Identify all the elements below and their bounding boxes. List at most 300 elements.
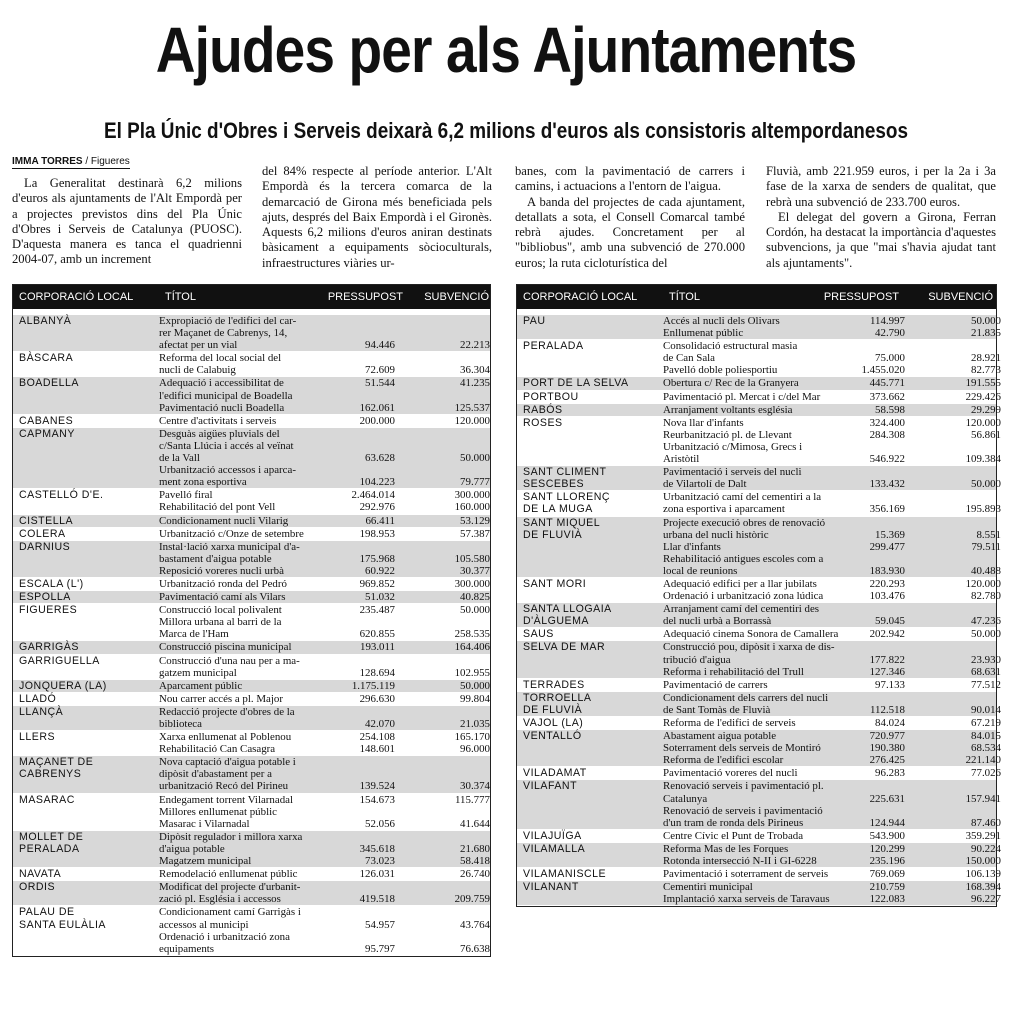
title-cell — [663, 491, 835, 515]
title-cell-line: Enllumenat públic — [663, 327, 744, 340]
table-row — [517, 678, 1001, 692]
grant-cell-line: 50.000 — [971, 628, 1001, 641]
grant-cell-line: 50.000 — [460, 604, 490, 617]
budget-cell-line: 175.968 — [359, 552, 395, 565]
title-cell — [159, 680, 325, 692]
corporation-cell-line: VAJOL (LA) — [523, 717, 584, 729]
table-row — [517, 577, 1001, 603]
grant-cell — [395, 515, 490, 527]
title-cell-line: d'un tram de ronda dels Pirineus — [663, 816, 804, 829]
corporation-cell-line: PERALADA — [523, 340, 584, 353]
table-row — [517, 603, 1001, 628]
grant-cell-line: 102.955 — [454, 666, 490, 679]
grant-cell — [905, 517, 1001, 577]
corporation-cell-line: LLANÇÀ — [19, 705, 64, 718]
budget-cell-line: 543.900 — [869, 829, 905, 842]
title-cell-line: Reforma de l'edifici de serveis — [663, 717, 796, 729]
corporation-cell-line: CAPMANY — [19, 427, 75, 440]
title-cell-line: Condicionament nucli Vilarig — [159, 514, 289, 527]
budget-cell — [325, 315, 395, 351]
header-budget: PRESSUPOST — [823, 291, 899, 303]
title-cell-line: biblioteca — [159, 718, 202, 730]
grant-cell — [905, 340, 1001, 376]
budget-cell-line: 299.477 — [869, 540, 905, 553]
grant-cell-line: 82.780 — [971, 590, 1001, 603]
grant-cell-line — [395, 931, 490, 943]
budget-cell-line: 235.487 — [359, 604, 395, 617]
title-cell-line: urbanització Recó del Pirineu — [159, 780, 289, 793]
budget-cell-line: 42.070 — [365, 718, 395, 730]
corporation-cell-line: PALAU DE — [19, 906, 75, 919]
corporation-cell-line: DE LA MUGA — [523, 503, 593, 516]
budget-cell-line: 1.175.119 — [351, 679, 395, 692]
corporation-cell-line: LLERS — [19, 731, 56, 744]
title-cell-line: Pavelló firal — [159, 489, 213, 502]
corporation-cell — [13, 655, 159, 679]
budget-cell-line: 59.045 — [875, 615, 905, 628]
title-cell — [663, 417, 835, 465]
budget-cell — [835, 679, 905, 691]
article-column-1 — [12, 176, 242, 268]
table-row — [13, 693, 490, 706]
budget-cell — [835, 603, 905, 627]
grant-cell-line: 26.740 — [460, 868, 490, 881]
grant-cell-line — [905, 805, 1001, 817]
budget-cell — [835, 315, 905, 339]
corporation-cell — [517, 881, 663, 905]
grant-cell — [395, 868, 490, 880]
table-row — [517, 403, 1001, 417]
corporation-cell-line: ROSES — [523, 416, 563, 429]
title-cell — [663, 780, 835, 828]
grant-cell-line: 21.035 — [460, 718, 490, 730]
article-paragraph: A banda del projectes de cada ajuntament, detallats a sota, el Consell Comarcal també rebrà ajudes. Concretament per al "bibliobus", amb una subvenció de 270.000 euros; la ruta cicloturística del — [515, 194, 745, 270]
budget-cell-line: 235.196 — [869, 855, 905, 868]
title-cell — [159, 794, 325, 830]
grant-cell-line — [905, 553, 1001, 565]
budget-cell — [325, 906, 395, 954]
article-column-3 — [515, 164, 745, 271]
grant-cell — [395, 680, 490, 692]
header-grant: SUBVENCIÓ — [928, 291, 993, 303]
corporation-cell — [517, 578, 663, 602]
table-row — [13, 641, 490, 654]
budget-cell-line: 139.524 — [359, 780, 395, 793]
budget-cell-line: 42.790 — [875, 327, 905, 340]
title-cell — [663, 628, 839, 641]
title-cell-line: Rehabilitació del pont Vell — [159, 501, 276, 514]
grant-cell-line: 79.777 — [460, 476, 490, 489]
corporation-cell-line: VILAFANT — [523, 780, 578, 793]
corporation-cell-line: VILAMANISCLE — [523, 868, 607, 881]
grant-cell-line: 120.000 — [965, 577, 1001, 590]
table-row — [13, 315, 490, 352]
grant-cell-line: 77.026 — [971, 767, 1001, 780]
corporation-cell — [13, 604, 159, 640]
corporation-cell — [13, 906, 159, 954]
budget-cell — [835, 881, 905, 905]
title-cell-line: Adequació i accessibilitat de — [159, 377, 284, 390]
budget-cell — [835, 517, 905, 577]
corporation-cell — [517, 391, 663, 403]
title-cell — [159, 489, 325, 513]
table-row — [517, 491, 1001, 516]
corporation-cell-line: ALBANYÀ — [19, 315, 72, 327]
grant-cell — [905, 391, 1001, 403]
grant-cell — [905, 830, 1001, 842]
corporation-cell — [13, 641, 159, 653]
budget-cell-line: 190.380 — [869, 742, 905, 755]
corporation-cell — [517, 641, 663, 677]
title-cell-line: Condicionament dels carrers del nucli — [663, 691, 829, 704]
grant-cell — [395, 731, 490, 755]
table-row — [13, 831, 490, 868]
title-cell-line: Expropiació de l'edifici del car- — [159, 315, 297, 327]
title-cell-line: Condicionament camí Garrigàs i — [159, 906, 301, 919]
grant-cell-line: 29.299 — [971, 403, 1001, 416]
title-cell — [159, 515, 325, 527]
budget-cell-line: 210.759 — [869, 881, 905, 894]
budget-cell — [325, 881, 395, 905]
title-cell — [663, 843, 835, 867]
corporation-cell — [517, 377, 663, 389]
corporation-cell — [517, 679, 663, 691]
corporation-cell-line: CISTELLA — [19, 514, 74, 527]
budget-cell — [325, 731, 395, 755]
table-row — [517, 377, 1001, 390]
title-cell-line: Pavimentació voreres del nucli — [663, 767, 798, 780]
grant-cell-line: 120.000 — [965, 416, 1001, 429]
title-cell — [159, 655, 325, 679]
corporation-cell-line: VILAJUÏGA — [523, 829, 582, 842]
budget-cell-line: 254.108 — [359, 731, 395, 744]
title-cell-line: Construcció piscina municipal — [159, 641, 292, 654]
table-row — [517, 628, 1001, 641]
title-cell-line: Ordenació i urbanització zona lúdica — [663, 590, 824, 603]
title-cell — [159, 315, 325, 351]
grant-cell — [905, 603, 1001, 627]
budget-cell-line: 345.618 — [359, 842, 395, 855]
grant-cell-line: 53.129 — [460, 514, 490, 527]
title-cell-line: Projecte execució obres de renovació — [663, 516, 826, 529]
title-cell-line: Reposició voreres nucli urbà — [159, 564, 284, 577]
corporation-cell-line: PORTBOU — [523, 390, 579, 403]
budget-cell-line: 126.031 — [359, 868, 395, 881]
table-row — [13, 352, 490, 377]
budget-cell-line: 969.852 — [359, 577, 395, 590]
title-cell-line: Centre d'activitats i serveis — [159, 414, 277, 427]
budget-cell-line: 122.083 — [869, 893, 905, 906]
budget-cell-line: 284.308 — [869, 428, 905, 441]
grant-cell-line — [905, 441, 1001, 453]
corporation-cell-line: MAÇANET DE — [19, 756, 94, 769]
article-paragraph: banes, com la pavimentació de carrers i camins, i actuacions a l'entorn de l'aigua. — [515, 164, 745, 194]
table-row — [13, 731, 490, 756]
grant-cell — [905, 377, 1001, 389]
budget-cell-line: 66.411 — [365, 514, 395, 527]
table-row — [13, 428, 490, 489]
budget-cell-line: 73.023 — [365, 855, 395, 868]
corporation-cell-line: D'ÀLGUEMA — [523, 615, 589, 628]
grant-cell-line: 300.000 — [454, 577, 490, 590]
grant-cell — [905, 692, 1001, 716]
title-cell — [159, 756, 325, 792]
corporation-cell-line: DE FLUVIÀ — [523, 703, 583, 716]
budget-cell — [325, 680, 395, 692]
corporation-cell-line: TORROELLA — [523, 691, 592, 704]
title-cell-line: Millores enllumenat públic — [159, 805, 277, 818]
grant-cell — [395, 578, 490, 590]
corporation-cell-line: GARRIGUELLA — [19, 654, 100, 667]
corporation-cell-line: SELVA DE MAR — [523, 641, 606, 654]
title-cell — [663, 517, 835, 577]
corporation-cell-line: COLERA — [19, 527, 66, 540]
grant-cell — [395, 655, 490, 679]
budget-cell-line — [325, 931, 395, 943]
grant-cell-line: 115.777 — [455, 793, 490, 806]
article-column-2 — [262, 164, 492, 271]
grants-table-left — [12, 284, 491, 957]
grant-cell-line: 41.644 — [460, 817, 490, 830]
table-row — [517, 641, 1001, 678]
grant-cell-line: 109.384 — [965, 453, 1001, 466]
title-cell-line: Reurbanització pl. de Llevant — [663, 428, 792, 441]
grant-cell — [395, 591, 490, 603]
title-cell-line: gatzem municipal — [159, 666, 237, 679]
budget-cell-line — [835, 805, 905, 817]
budget-cell — [325, 541, 395, 577]
table-row — [517, 691, 1001, 717]
budget-cell-line: 154.673 — [359, 793, 395, 806]
budget-cell-line: 193.011 — [360, 641, 395, 654]
title-cell-line: local de reunions — [663, 564, 738, 577]
budget-cell-line: 133.432 — [869, 478, 905, 491]
corporation-cell-line: VILAMALLA — [523, 842, 586, 855]
table-body — [517, 309, 1001, 906]
title-cell — [159, 881, 325, 905]
title-cell-line: urbana del nucli històric — [663, 528, 769, 541]
title-cell-line: Soterrament dels serveis de Montiró — [663, 742, 821, 755]
title-cell — [159, 541, 325, 577]
corporation-cell — [13, 352, 159, 376]
title-cell — [663, 404, 835, 416]
corporation-cell-line: SANT MIQUEL — [523, 516, 601, 529]
budget-cell-line: 324.400 — [869, 416, 905, 429]
corporation-cell-line: VENTALLÓ — [523, 730, 582, 743]
title-cell — [159, 641, 325, 653]
corporation-cell — [517, 466, 663, 490]
grant-cell-line: 195.893 — [965, 503, 1001, 516]
budget-cell — [325, 515, 395, 527]
corporation-cell — [517, 517, 663, 577]
corporation-cell — [517, 780, 663, 828]
budget-cell — [835, 717, 905, 729]
table-row — [13, 515, 490, 528]
corporation-cell — [517, 692, 663, 716]
title-cell — [663, 466, 835, 490]
corporation-cell-line: FIGUERES — [19, 604, 78, 617]
budget-cell-line: 95.797 — [365, 942, 395, 955]
grant-cell — [395, 756, 490, 792]
corporation-cell — [517, 340, 663, 376]
budget-cell — [325, 794, 395, 830]
title-cell-line: Reforma del local social del — [159, 352, 282, 365]
title-cell-line: de Can Sala — [663, 352, 716, 365]
title-cell — [159, 906, 325, 954]
corporation-cell — [13, 515, 159, 527]
byline — [12, 156, 130, 169]
corporation-cell — [517, 603, 663, 627]
title-cell — [663, 603, 835, 627]
budget-cell — [835, 578, 905, 602]
title-cell-line: Accés al nucli dels Olivars — [663, 315, 780, 327]
grant-cell-line: 221.140 — [965, 754, 1001, 767]
corporation-cell — [13, 415, 159, 427]
grant-cell — [905, 466, 1001, 490]
grant-cell — [905, 679, 1001, 691]
table-row — [13, 591, 490, 604]
corporation-cell-line: CASTELLÓ D'E. — [19, 489, 104, 502]
title-cell — [159, 706, 325, 730]
title-cell-line: Pavimentació nucli Boadella — [159, 401, 285, 414]
table-row — [517, 829, 1001, 843]
title-cell-line: Urbanització camí del cementiri a la — [663, 491, 822, 504]
budget-cell-line: 177.822 — [869, 653, 905, 666]
grant-cell — [395, 315, 490, 351]
corporation-cell — [13, 578, 159, 590]
title-cell-line: Nova llar d'infants — [663, 416, 744, 429]
table-row — [517, 466, 1001, 491]
title-cell-line: Millora urbana al barri de la — [159, 616, 282, 629]
corporation-cell — [517, 868, 663, 880]
table-row — [517, 868, 1001, 881]
grant-cell — [395, 428, 490, 488]
budget-cell-line: 120.299 — [869, 842, 905, 855]
budget-cell-line: 63.628 — [365, 452, 395, 465]
title-cell — [159, 693, 325, 705]
header-budget: PRESSUPOST — [327, 291, 403, 303]
grant-cell-line: 359.291 — [965, 829, 1001, 842]
header-title: TÍTOL — [669, 291, 700, 303]
title-cell-line: accessos al municipi — [159, 918, 249, 931]
budget-cell — [835, 466, 905, 490]
corporation-cell-line: LLADÓ — [19, 692, 57, 705]
budget-cell-line: 276.425 — [869, 754, 905, 767]
budget-cell-line — [835, 553, 905, 565]
corporation-cell-line: PERALADA — [19, 842, 80, 855]
corporation-cell-line: SANTA EULÀLIA — [19, 918, 106, 931]
title-cell-line: Aristòtil — [663, 453, 700, 466]
corporation-cell-line: VILANANT — [523, 881, 579, 894]
budget-cell-line: 54.957 — [365, 918, 395, 931]
title-cell-line: Pavimentació de carrers — [663, 678, 768, 691]
budget-cell-line: 128.694 — [359, 666, 395, 679]
table-row — [13, 377, 490, 414]
corporation-cell-line: BÀSCARA — [19, 352, 74, 365]
title-cell-line: Rotonda intersecció N-II i GI-6228 — [663, 855, 817, 868]
title-cell — [159, 591, 325, 603]
title-cell — [663, 641, 835, 677]
table-row — [517, 416, 1001, 466]
grant-cell-line: 300.000 — [454, 489, 490, 502]
title-cell-line: Renovació serveis i pavimentació pl. — [663, 780, 824, 793]
grant-cell-line: 30.374 — [460, 780, 490, 793]
grant-cell-line: 150.000 — [965, 855, 1001, 868]
grant-cell — [905, 417, 1001, 465]
corporation-cell-line: DARNIUS — [19, 540, 71, 553]
title-cell-line: de la Vall — [159, 452, 200, 465]
title-cell — [663, 730, 835, 766]
title-cell-line: l'edifici municipal de Boadella — [159, 389, 293, 402]
grant-cell — [905, 628, 1001, 640]
article-column-4 — [766, 164, 996, 271]
corporation-cell-line: GARRIGÀS — [19, 641, 79, 654]
budget-cell — [325, 706, 395, 730]
title-cell-line: Endegament torrent Vilarnadal — [159, 793, 294, 806]
budget-cell-line: 356.169 — [869, 503, 905, 516]
grant-cell — [395, 604, 490, 640]
budget-cell — [325, 428, 395, 488]
table-row — [13, 706, 490, 731]
grant-cell-line: 21.680 — [460, 842, 490, 855]
grant-cell-line: 23.930 — [971, 653, 1001, 666]
budget-cell — [325, 415, 395, 427]
corporation-cell — [13, 591, 159, 603]
article-paragraph: El delegat del govern a Girona, Ferran Cordón, ha destacat la importància d'aquestes subvencions, ja que "mai s'havia ajudat tant als ajuntaments". — [766, 209, 996, 270]
title-cell-line: Urbanització c/Onze de setembre — [159, 527, 304, 540]
budget-cell — [835, 830, 905, 842]
title-cell-line: Reforma i rehabilitació del Trull — [663, 665, 804, 678]
title-cell — [159, 377, 325, 413]
corporation-cell-line: ORDIS — [19, 881, 56, 894]
grant-cell-line: 56.861 — [971, 428, 1001, 441]
table-row — [517, 780, 1001, 829]
corporation-cell-line: RABÓS — [523, 403, 563, 416]
budget-cell-line: 114.997 — [870, 315, 905, 327]
grant-cell-line: 76.638 — [460, 942, 490, 955]
grant-cell-line: 77.512 — [971, 678, 1001, 691]
table-row — [13, 578, 490, 591]
budget-cell — [325, 868, 395, 880]
corporation-cell — [517, 830, 663, 842]
table-header — [13, 285, 490, 309]
corporation-cell-line: JONQUERA (LA) — [19, 679, 107, 692]
grant-cell-line: 99.804 — [460, 692, 490, 705]
table-row — [13, 604, 490, 641]
budget-cell-line — [325, 616, 395, 628]
budget-cell — [835, 868, 905, 880]
table-row — [517, 767, 1001, 780]
grant-cell — [395, 415, 490, 427]
grant-cell — [395, 881, 490, 905]
title-cell-line: Abastament aigua potable — [663, 730, 777, 743]
title-cell — [663, 868, 835, 880]
title-cell-line: Ordenació i urbanització zona — [159, 930, 290, 943]
title-cell — [663, 679, 835, 691]
byline-place: / Figueres — [82, 156, 130, 167]
table-row — [13, 794, 490, 831]
grant-cell-line: 191.555 — [965, 377, 1001, 390]
budget-cell-line: 97.133 — [875, 678, 905, 691]
title-cell — [159, 415, 325, 427]
grant-cell — [905, 730, 1001, 766]
grant-cell-line: 87.460 — [971, 816, 1001, 829]
budget-cell-line: 419.518 — [359, 893, 395, 906]
grant-cell — [905, 868, 1001, 880]
budget-cell-line: 202.942 — [869, 628, 905, 641]
corporation-cell — [517, 767, 663, 779]
budget-cell — [325, 604, 395, 640]
